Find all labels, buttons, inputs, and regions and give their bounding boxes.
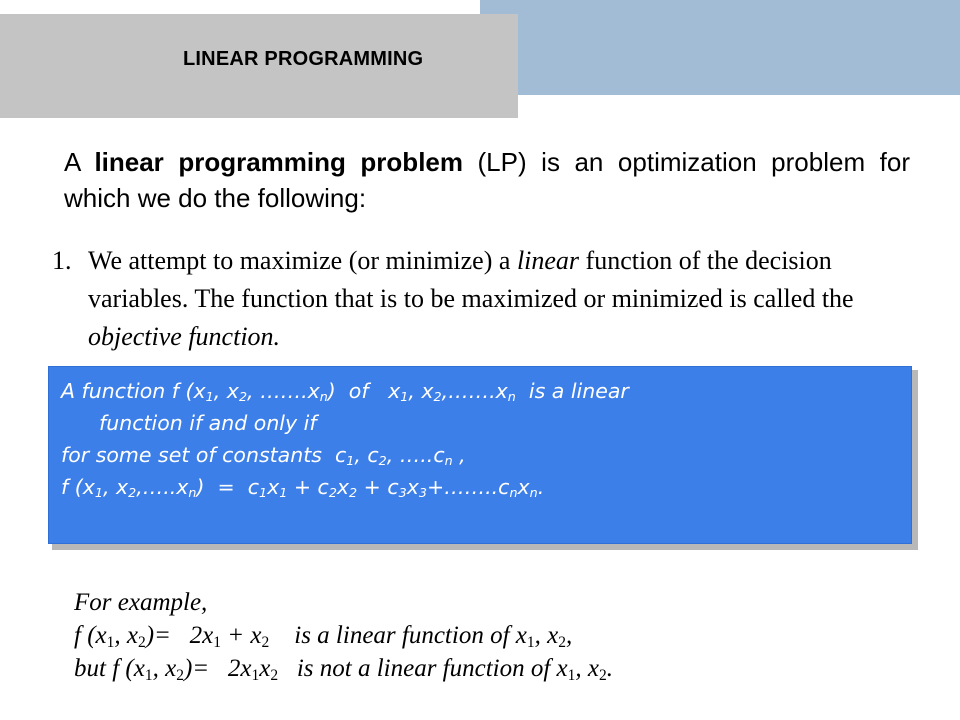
item-text-a: We attempt to maximize (or minimize) a [88, 246, 517, 275]
intro-rest: (LP) is an optimization problem for which we do the following: [64, 147, 910, 213]
list-item-number: 1. [52, 246, 72, 275]
example-block [74, 586, 934, 685]
intro-paragraph [64, 144, 910, 216]
definition-line-3: for some set of constants $c_1$, $c_2$, $\dots..c_n$ , [61, 443, 466, 469]
slide-title: LINEAR PROGRAMMING [183, 48, 424, 70]
item-text-b: function of the decision variables. The function that is to be maximized or minimized is called the [88, 246, 854, 313]
definition-line-2: function if and only if [99, 411, 317, 435]
definition-line-1: A function f ($x_1$, $x_2$, $\dots\dots.x_n$) of $x_1$, $x_2,\dots\dots.x_n$ is a linear [61, 379, 629, 405]
example-line-1: For example, [74, 589, 208, 616]
intro-term: linear programming problem [94, 147, 463, 177]
list-item-1 [52, 242, 892, 356]
item-em-linear: linear [516, 246, 580, 275]
example-line-3: but f ($x_1$, $x_2)= 2x_1x_2$ is not a linear function of $x_1$, $x_2$. [74, 655, 614, 684]
item-em-objective: objective function. [88, 322, 281, 351]
example-line-2: f ($x_1$, $x_2)= 2x_1 + x_2$ is a linear function of $x_1$, $x_2$, [74, 622, 573, 651]
list-item-text [88, 242, 892, 356]
top-right-band [480, 0, 960, 95]
definition-box [48, 366, 912, 544]
intro-lead: A [64, 147, 95, 177]
definition-line-4: f ($x_1$, $x_2,\dots..x_n) = c_1x_1 + c_2x_2$ + $c_3x_3+\dots\dots..c_nx_n$. [61, 475, 545, 501]
